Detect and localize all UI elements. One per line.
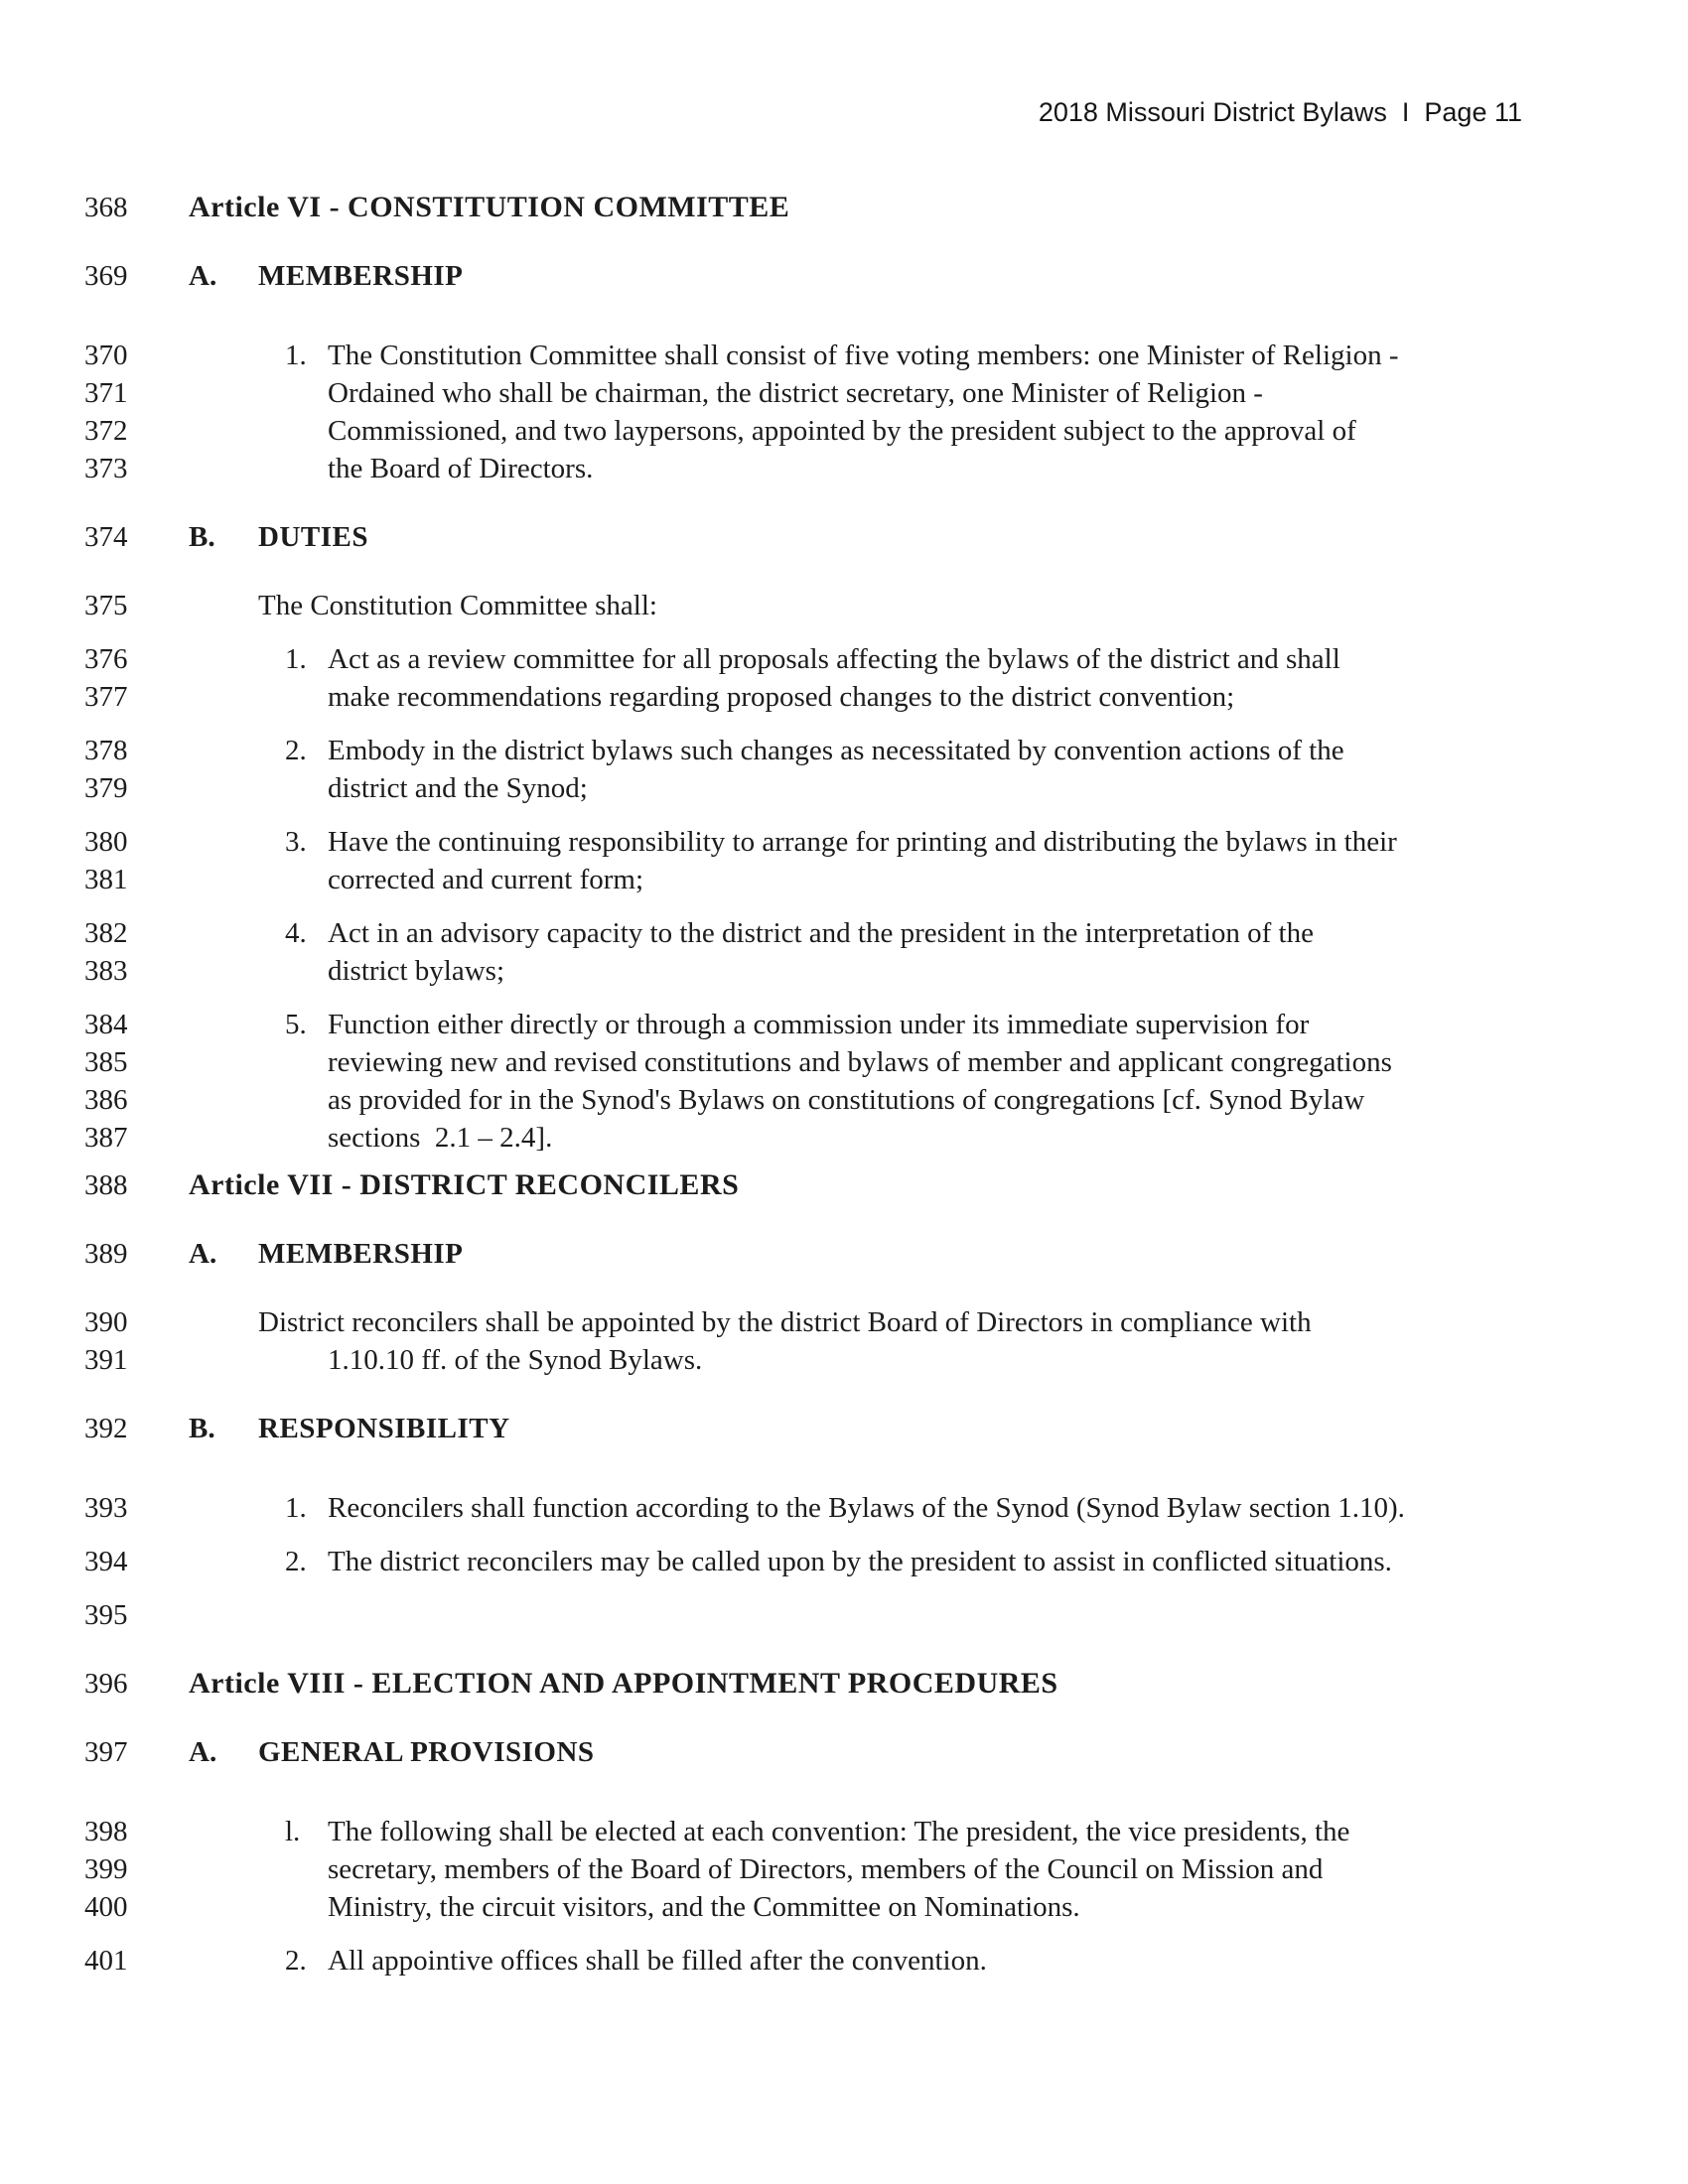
article-heading: Article VII - DISTRICT RECONCILERS <box>189 1168 740 1201</box>
list-item-text: The Constitution Committee shall consist of five voting members: one Minister of Religion - <box>328 340 1399 371</box>
continuation-text: as provided for in the Synod's Bylaws on constitutions of congregations [cf. Synod Bylaw <box>328 1084 1365 1116</box>
continuation-text: Ordained who shall be chairman, the district secretary, one Minister of Religion - <box>328 377 1263 409</box>
doc-line-383 <box>84 952 1633 990</box>
doc-line-368 <box>84 189 1633 226</box>
continuation-text: make recommendations regarding proposed changes to the district convention; <box>328 681 1235 713</box>
section-heading: DUTIES <box>258 521 368 553</box>
list-item-text: Reconcilers shall function according to the Bylaws of the Synod (Synod Bylaw section 1.10). <box>328 1492 1405 1524</box>
doc-line-398 <box>84 1813 1633 1850</box>
doc-line-384 <box>84 1006 1633 1043</box>
doc-line-393 <box>84 1489 1633 1527</box>
continuation-text: district and the Synod; <box>328 772 588 804</box>
doc-line-380 <box>84 823 1633 861</box>
continuation-text: 1.10.10 ff. of the Synod Bylaws. <box>328 1344 703 1376</box>
list-item-text: Function either directly or through a commission under its immediate supervision for <box>328 1009 1310 1040</box>
section-heading: GENERAL PROVISIONS <box>258 1736 595 1768</box>
list-marker: 3. <box>285 826 307 858</box>
doc-line-373 <box>84 450 1633 487</box>
doc-line-372 <box>84 412 1633 450</box>
continuation-text: reviewing new and revised constitutions and bylaws of member and applicant congregations <box>328 1046 1392 1078</box>
list-item-text: Act as a review committee for all proposals affecting the bylaws of the district and shall <box>328 643 1340 675</box>
doc-line-387 <box>84 1119 1633 1157</box>
section-letter: B. <box>189 521 215 553</box>
doc-line-401 <box>84 1942 1633 1979</box>
line-number: 374 <box>84 521 128 553</box>
line-number: 380 <box>84 826 128 858</box>
line-number: 398 <box>84 1816 128 1847</box>
section-letter: B. <box>189 1413 215 1444</box>
document-body <box>84 189 1633 1979</box>
line-number: 386 <box>84 1084 128 1116</box>
line-number: 399 <box>84 1853 128 1885</box>
doc-line-392 <box>84 1410 1633 1447</box>
list-item-text: Have the continuing responsibility to arrange for printing and distributing the bylaws in their <box>328 826 1397 858</box>
line-number: 384 <box>84 1009 128 1040</box>
continuation-text: the Board of Directors. <box>328 453 594 484</box>
doc-line-386 <box>84 1081 1633 1119</box>
line-number: 373 <box>84 453 128 484</box>
list-marker: 4. <box>285 917 307 949</box>
line-number: 385 <box>84 1046 128 1078</box>
line-number: 379 <box>84 772 128 804</box>
article-heading: Article VIII - ELECTION AND APPOINTMENT PROCEDURES <box>189 1667 1058 1700</box>
continuation-text: Ministry, the circuit visitors, and the Committee on Nominations. <box>328 1891 1080 1923</box>
list-marker: 5. <box>285 1009 307 1040</box>
line-number: 389 <box>84 1238 128 1270</box>
doc-line-371 <box>84 374 1633 412</box>
doc-line-391 <box>84 1341 1633 1379</box>
line-number: 401 <box>84 1945 128 1977</box>
section-heading: MEMBERSHIP <box>258 1238 464 1270</box>
list-marker: 2. <box>285 1945 307 1977</box>
line-number: 378 <box>84 735 128 766</box>
line-number: 391 <box>84 1344 128 1376</box>
doc-line-388 <box>84 1166 1633 1204</box>
doc-line-378 <box>84 732 1633 769</box>
section-heading: MEMBERSHIP <box>258 260 464 292</box>
line-number: 393 <box>84 1492 128 1524</box>
doc-line-370 <box>84 337 1633 374</box>
doc-line-369 <box>84 257 1633 295</box>
line-number: 392 <box>84 1413 128 1444</box>
doc-line-375 <box>84 587 1633 624</box>
section-letter: A. <box>189 1238 217 1270</box>
doc-line-397 <box>84 1733 1633 1771</box>
doc-line-390 <box>84 1303 1633 1341</box>
doc-line-395 <box>84 1596 1633 1634</box>
line-number: 376 <box>84 643 128 675</box>
continuation-text: corrected and current form; <box>328 864 644 895</box>
continuation-text: secretary, members of the Board of Directors, members of the Council on Mission and <box>328 1853 1324 1885</box>
line-number: 372 <box>84 415 128 447</box>
doc-line-389 <box>84 1235 1633 1273</box>
line-number: 395 <box>84 1599 128 1631</box>
line-number: 388 <box>84 1169 128 1201</box>
continuation-text: sections 2.1 – 2.4]. <box>328 1122 553 1154</box>
doc-line-382 <box>84 914 1633 952</box>
page-header: 2018 Missouri District Bylaws I Page 11 <box>1038 97 1522 127</box>
doc-line-385 <box>84 1043 1633 1081</box>
doc-line-381 <box>84 861 1633 898</box>
section-heading: RESPONSIBILITY <box>258 1413 510 1444</box>
list-marker: 1. <box>285 1492 307 1524</box>
doc-line-394 <box>84 1543 1633 1580</box>
list-marker: 1. <box>285 643 307 675</box>
list-item-text: Act in an advisory capacity to the district and the president in the interpretation of the <box>328 917 1314 949</box>
line-number: 396 <box>84 1668 128 1700</box>
doc-line-379 <box>84 769 1633 807</box>
continuation-text: Commissioned, and two laypersons, appointed by the president subject to the approval of <box>328 415 1356 447</box>
doc-line-399 <box>84 1850 1633 1888</box>
line-number: 377 <box>84 681 128 713</box>
line-number: 387 <box>84 1122 128 1154</box>
line-number: 397 <box>84 1736 128 1768</box>
list-item-text: The following shall be elected at each convention: The president, the vice presidents, the <box>328 1816 1350 1847</box>
list-item-text: All appointive offices shall be filled after the convention. <box>328 1945 987 1977</box>
line-number: 375 <box>84 590 128 621</box>
section-letter: A. <box>189 1736 217 1768</box>
list-marker: 2. <box>285 1546 307 1577</box>
line-number: 400 <box>84 1891 128 1923</box>
list-marker: 1. <box>285 340 307 371</box>
line-number: 370 <box>84 340 128 371</box>
line-number: 369 <box>84 260 128 292</box>
list-item-text: Embody in the district bylaws such changes as necessitated by convention actions of the <box>328 735 1344 766</box>
line-number: 371 <box>84 377 128 409</box>
doc-line-396 <box>84 1665 1633 1703</box>
doc-line-377 <box>84 678 1633 716</box>
doc-line-400 <box>84 1888 1633 1926</box>
paragraph-text: District reconcilers shall be appointed by the district Board of Directors in compliance with <box>258 1306 1312 1338</box>
paragraph-text: The Constitution Committee shall: <box>258 590 657 621</box>
line-number: 381 <box>84 864 128 895</box>
line-number: 390 <box>84 1306 128 1338</box>
list-marker: l. <box>285 1816 301 1847</box>
doc-line-374 <box>84 518 1633 556</box>
line-number: 383 <box>84 955 128 987</box>
section-letter: A. <box>189 260 217 292</box>
list-item-text: The district reconcilers may be called upon by the president to assist in conflicted situations. <box>328 1546 1392 1577</box>
line-number: 394 <box>84 1546 128 1577</box>
line-number: 382 <box>84 917 128 949</box>
continuation-text: district bylaws; <box>328 955 505 987</box>
doc-line-376 <box>84 640 1633 678</box>
line-number: 368 <box>84 192 128 223</box>
list-marker: 2. <box>285 735 307 766</box>
article-heading: Article VI - CONSTITUTION COMMITTEE <box>189 191 790 223</box>
